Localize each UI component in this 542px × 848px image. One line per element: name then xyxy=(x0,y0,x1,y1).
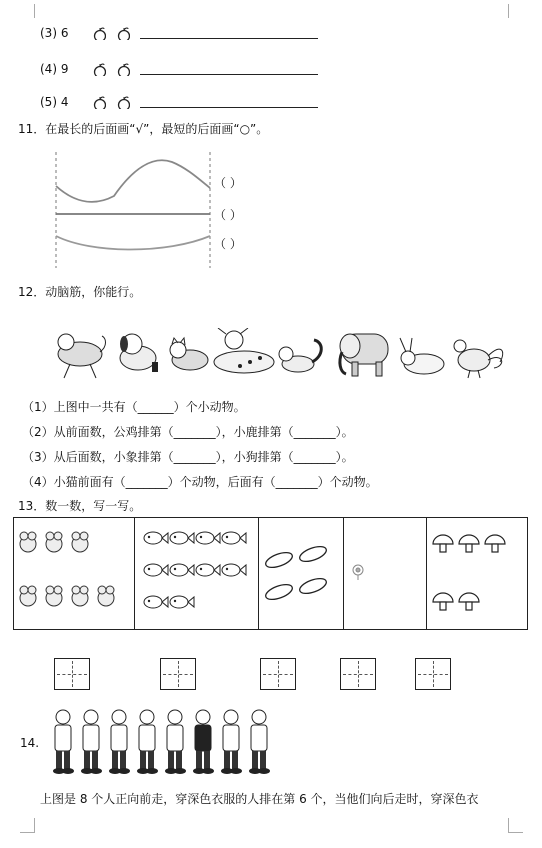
q12-question-2: （2）从前面数，公鸡排第（_______），小鹿排第（_______）。 xyxy=(22,425,354,439)
crop-mark-bottom-right xyxy=(508,818,523,833)
rooster-icon xyxy=(454,340,503,378)
q11-lines-figure xyxy=(52,150,222,270)
apple-icon xyxy=(116,26,130,40)
mouse-icon xyxy=(46,532,62,552)
squirrel-icon xyxy=(279,340,321,372)
fish-icon xyxy=(222,532,246,544)
person-icon xyxy=(193,710,214,774)
q11-answer-paren-2[interactable]: （ ） xyxy=(214,208,242,222)
fish-icon xyxy=(144,596,168,608)
person-icon xyxy=(137,710,158,774)
eggplant-icon xyxy=(264,550,294,571)
eggplant-icon xyxy=(298,544,328,565)
eggplant-icon xyxy=(298,576,328,597)
apple-row-label: (5) 4 xyxy=(40,95,69,109)
mushroom-icon xyxy=(459,593,479,610)
fish-icon xyxy=(196,532,220,544)
animal-row xyxy=(50,328,510,380)
mouse-icon xyxy=(72,532,88,552)
answer-box-5[interactable] xyxy=(415,658,451,690)
fish-icon xyxy=(222,564,246,576)
q12-question-4: （4）小猫前面有（_______）个动物，后面有（_______）个动物。 xyxy=(22,475,378,489)
mushroom-icon xyxy=(433,593,453,610)
apple-icon xyxy=(92,26,106,40)
q11-title: 11．在最长的后面画“√”，最短的后面画“○”。 xyxy=(18,122,269,136)
apple-row-label: (4) 9 xyxy=(40,62,69,76)
person-icon xyxy=(221,710,242,774)
mushroom-icon xyxy=(433,535,453,552)
people-row xyxy=(48,708,288,778)
answer-box-2[interactable] xyxy=(160,658,196,690)
mushroom-icon xyxy=(459,535,479,552)
person-icon xyxy=(249,710,270,774)
q12-question-1: （1）上图中一共有（______）个小动物。 xyxy=(22,400,246,414)
count-cell-mice xyxy=(14,518,135,630)
answer-box-1[interactable] xyxy=(54,658,90,690)
eggplant-icon xyxy=(264,582,294,603)
rabbit-icon xyxy=(400,338,444,374)
fish-icon xyxy=(170,532,194,544)
deer-icon xyxy=(214,328,274,373)
crop-mark-bottom-left xyxy=(20,818,35,833)
mouse-icon xyxy=(98,586,114,606)
apple-row-answer-line[interactable] xyxy=(140,74,318,75)
fish-icon xyxy=(196,564,220,576)
q14-text: 上图是 8 个人正向前走，穿深色衣服的人排在第 6 个，当他们向后走时，穿深色衣 xyxy=(40,792,479,806)
count-cell-eggplants xyxy=(259,518,344,630)
apple-row-answer-line[interactable] xyxy=(140,38,318,39)
apple-row-answer-line[interactable] xyxy=(140,107,318,108)
fish-icon xyxy=(144,532,168,544)
apple-row-label: (3) 6 xyxy=(40,26,69,40)
mouse-icon xyxy=(20,532,36,552)
elephant-icon xyxy=(340,334,388,376)
mushroom-icon xyxy=(485,535,505,552)
person-icon xyxy=(81,710,102,774)
person-icon xyxy=(165,710,186,774)
mouse-icon xyxy=(72,586,88,606)
q11-answer-paren-3[interactable]: （ ） xyxy=(214,237,242,251)
mouse-icon xyxy=(46,586,62,606)
fish-icon xyxy=(170,596,194,608)
fish-icon xyxy=(170,564,194,576)
q12-question-3: （3）从后面数，小象排第（_______），小狗排第（_______）。 xyxy=(22,450,354,464)
apple-icon xyxy=(92,95,106,109)
answer-box-4[interactable] xyxy=(340,658,376,690)
q13-title: 13．数一数，写一写。 xyxy=(18,499,142,513)
person-icon xyxy=(109,710,130,774)
q11-answer-paren-1[interactable]: （ ） xyxy=(214,176,242,190)
count-cell-flower xyxy=(344,518,427,630)
apple-icon xyxy=(116,62,130,76)
q14-label: 14. xyxy=(20,736,40,750)
crop-mark-top-left xyxy=(20,4,35,18)
cat-icon xyxy=(170,338,208,370)
crop-mark-top-right xyxy=(508,4,523,18)
count-table xyxy=(13,517,528,630)
mouse-icon xyxy=(20,586,36,606)
q12-title: 12．动脑筋，你能行。 xyxy=(18,285,142,299)
monkey-icon xyxy=(58,334,106,378)
person-icon xyxy=(53,710,74,774)
flower-icon xyxy=(353,565,363,580)
count-cell-mushrooms xyxy=(427,518,528,630)
apple-icon xyxy=(92,62,106,76)
count-cell-fish xyxy=(135,518,259,630)
fish-icon xyxy=(144,564,168,576)
dog-icon xyxy=(120,334,158,372)
apple-icon xyxy=(116,95,130,109)
answer-box-3[interactable] xyxy=(260,658,296,690)
